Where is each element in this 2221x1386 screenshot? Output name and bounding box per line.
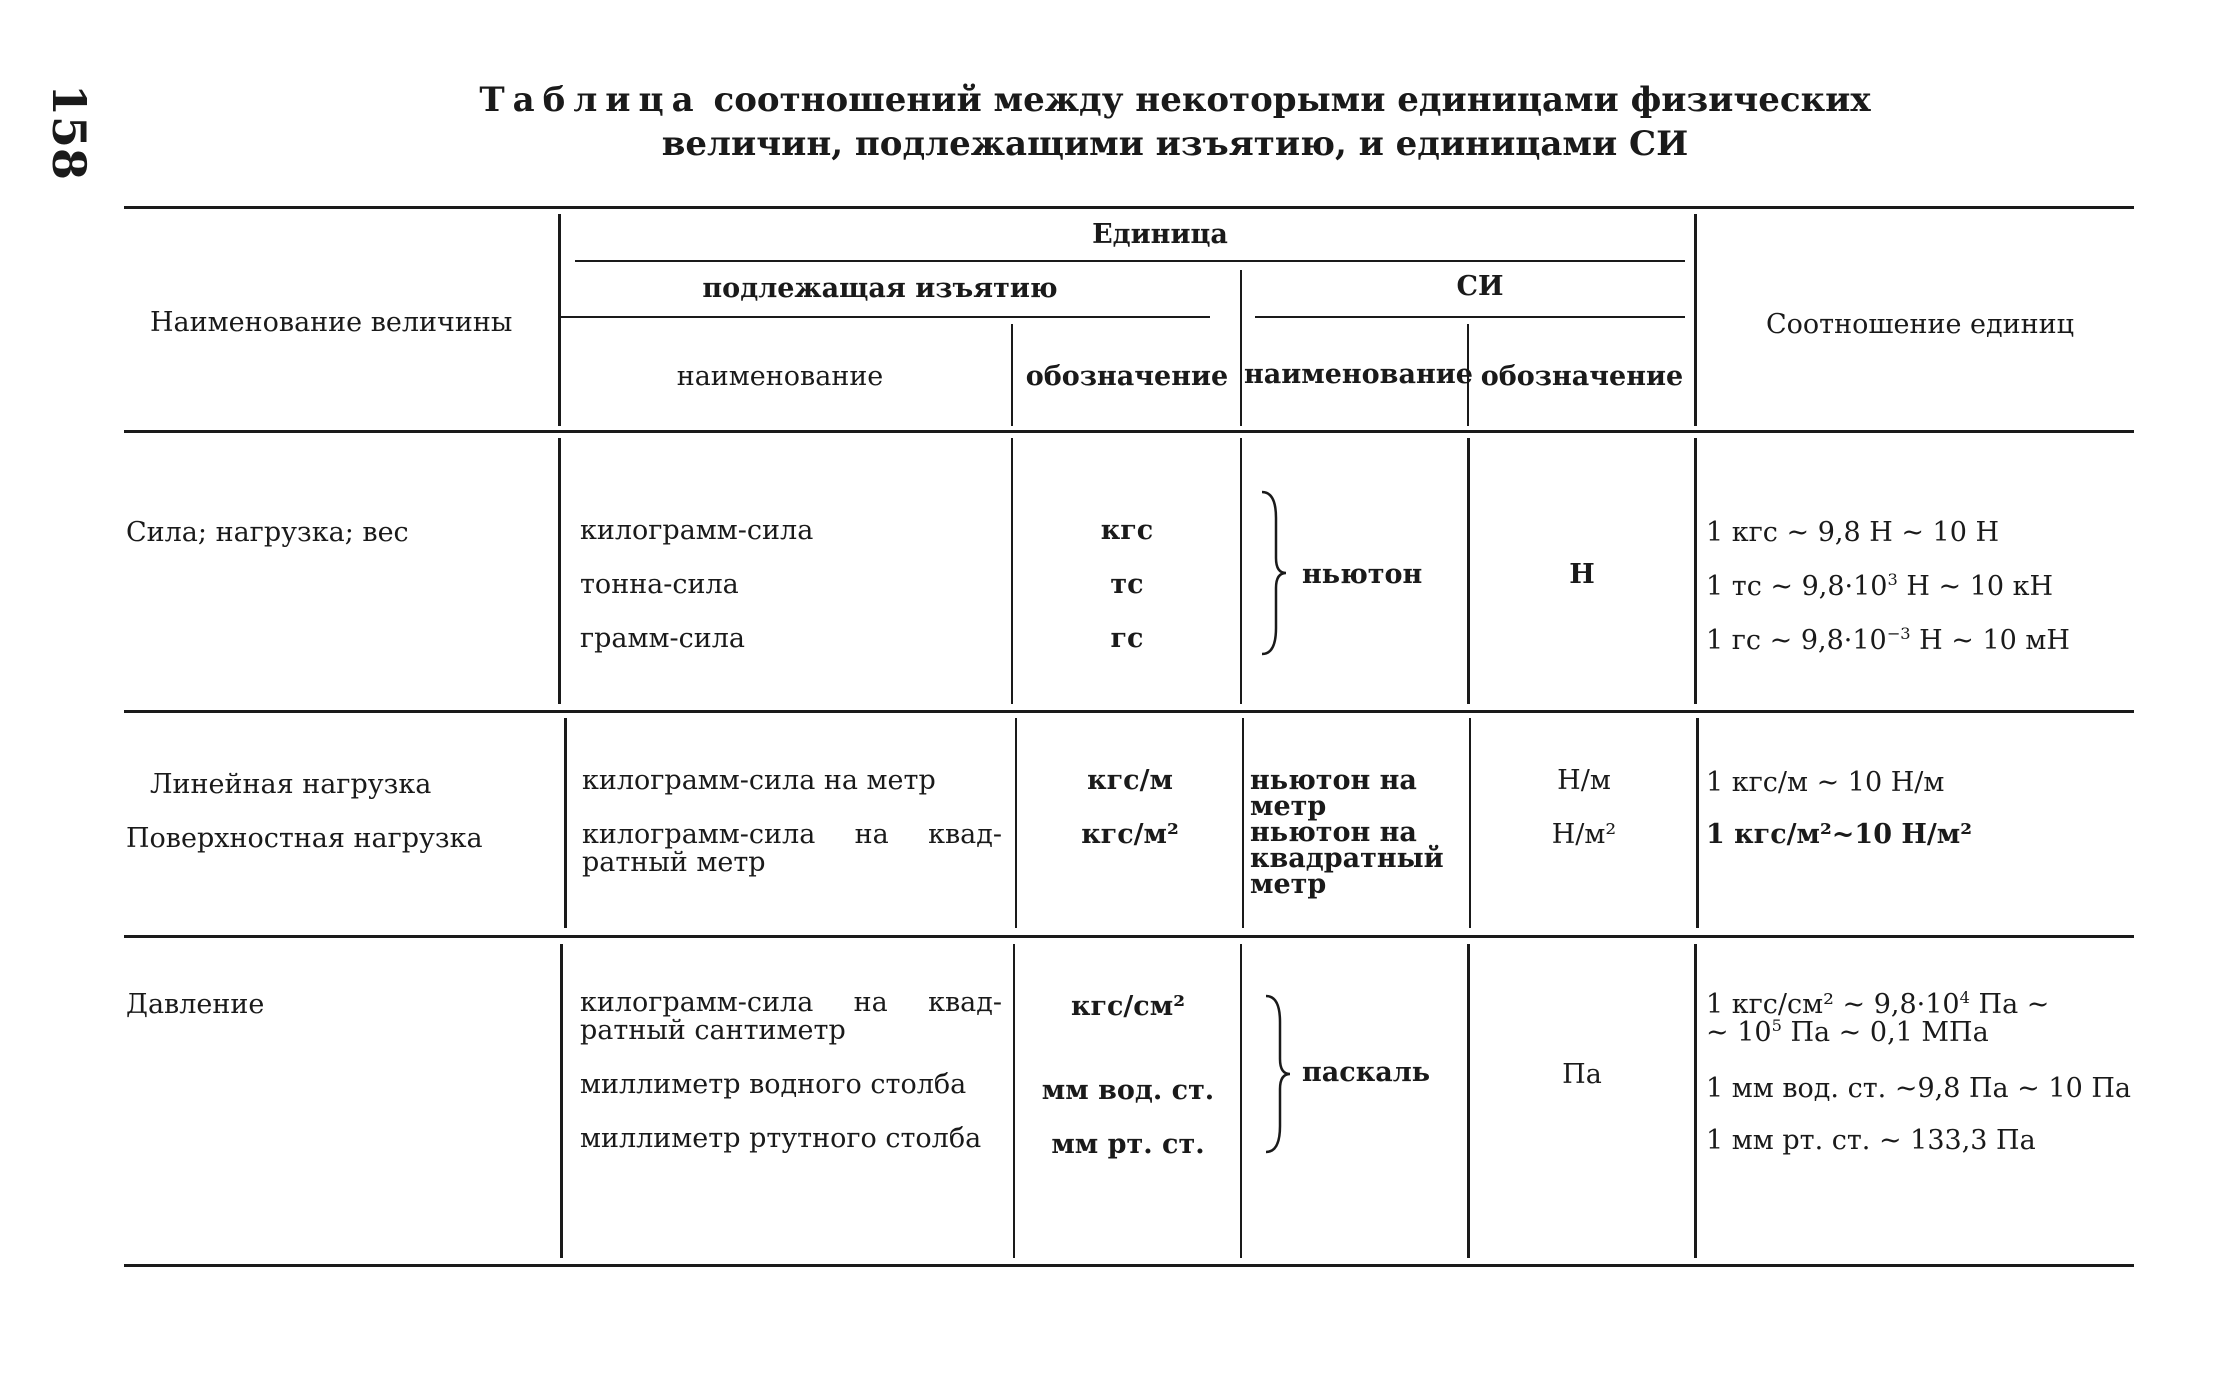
- header-si-symbol: обозначение: [1480, 361, 1684, 392]
- pressure-vline-1: [560, 944, 563, 1258]
- load-unit-symbol-1: кгс/м: [1087, 765, 1173, 796]
- pressure-relation-1b-exponent: 5: [1771, 1016, 1782, 1035]
- pressure-relation-1b-tail: Па ~ 0,1 МПа: [1781, 1017, 1989, 1048]
- title-word-table: Таблица: [479, 80, 702, 120]
- header-quantity-name: Наименование величины: [150, 307, 513, 338]
- force-vline-4: [1467, 438, 1470, 704]
- force-vline-1: [558, 438, 561, 704]
- force-relation-1-text: 1 кгс ~ 9,8 Н ~ 10 Н: [1706, 517, 2000, 548]
- header-vline-2: [1011, 324, 1013, 426]
- header-withdrawn-rule: [560, 316, 1210, 318]
- load-si-symbol-2: Н/м²: [1551, 819, 1617, 850]
- header-unit-rule: [575, 260, 1685, 262]
- pressure-unit-symbol-1: кгс/см²: [1070, 991, 1186, 1022]
- pressure-relation-1b: [1706, 1018, 1989, 1047]
- load-unit-name-1: килограмм-сила на метр: [582, 765, 936, 796]
- load-vline-1: [564, 718, 567, 928]
- pressure-relation-2: 1 мм вод. ст. ~9,8 Па ~ 10 Па: [1706, 1073, 2131, 1104]
- force-unit-name-1: килограмм-сила: [580, 515, 814, 546]
- pressure-unit-symbol-2: мм вод. ст.: [1041, 1075, 1215, 1106]
- force-vline-5: [1694, 438, 1697, 704]
- pressure-vline-2: [1013, 944, 1015, 1258]
- pressure-relation-3: 1 мм рт. ст. ~ 133,3 Па: [1706, 1125, 2036, 1156]
- pressure-si-name: паскаль: [1302, 1057, 1431, 1088]
- force-quantity: Сила; нагрузка; вес: [126, 517, 409, 548]
- load-quantity-linear: Линейная нагрузка: [150, 769, 432, 800]
- pressure-quantity: Давление: [126, 989, 265, 1020]
- header-unit: Единица: [1092, 219, 1228, 250]
- load-si-name-1: ньютон на метр: [1250, 765, 1417, 822]
- page-number: 158: [42, 84, 96, 181]
- force-vline-2: [1011, 438, 1013, 704]
- force-unit-symbol-3: гс: [1110, 623, 1144, 654]
- pressure-relation-1b-text: ~ 10: [1706, 1017, 1772, 1048]
- load-relation-2: 1 кгс/м²~10 Н/м²: [1706, 819, 1973, 850]
- force-unit-symbol-1: кгс: [1100, 515, 1154, 546]
- load-unit-name-2b: ратный метр: [582, 847, 766, 878]
- section-load-bottom-rule: [124, 935, 2134, 938]
- header-vline-1: [558, 214, 561, 426]
- header-si-rule: [1255, 316, 1685, 318]
- force-relation-3-exponent: −3: [1886, 624, 1911, 643]
- header-bottom-rule: [124, 430, 2134, 433]
- load-relation-1: 1 кгс/м ~ 10 Н/м: [1706, 767, 1945, 798]
- header-relation: Соотношение единиц: [1766, 309, 2074, 340]
- page-title: [300, 78, 2050, 166]
- load-vline-3: [1242, 718, 1244, 928]
- header-vline-3: [1240, 270, 1242, 426]
- pressure-vline-4: [1467, 944, 1470, 1258]
- header-symbol: обозначение: [1025, 361, 1229, 392]
- force-vline-3: [1240, 438, 1242, 704]
- force-relation-3-tail: Н ~ 10 мН: [1910, 625, 2070, 656]
- pressure-relation-1-exponent: 4: [1959, 988, 1970, 1007]
- force-relation-2: [1706, 572, 2053, 601]
- force-relation-2-exponent: 3: [1887, 570, 1898, 589]
- table-bottom-rule: [124, 1264, 2134, 1267]
- load-quantity-surface: Поверхностная нагрузка: [126, 823, 483, 854]
- load-unit-name-2a: килограмм-сила на квад-: [582, 819, 1002, 850]
- load-vline-5: [1696, 718, 1699, 928]
- force-relation-1: [1706, 518, 1999, 547]
- header-si-name: наименование: [1244, 359, 1473, 390]
- pressure-relation-1-tail: Па ~: [1969, 989, 2050, 1020]
- force-relation-2-tail: Н ~ 10 кН: [1897, 571, 2054, 602]
- force-si-symbol: Н: [1569, 559, 1595, 590]
- pressure-relation-1-text: 1 кгс/см² ~ 9,8·10: [1706, 989, 1960, 1020]
- header-vline-5: [1694, 214, 1697, 426]
- load-si-name-2: ньютон на квадратный метр: [1250, 817, 1444, 900]
- force-unit-name-2: тонна-сила: [580, 569, 739, 600]
- load-unit-symbol-2: кгс/м²: [1081, 819, 1179, 850]
- pressure-unit-name-1a: килограмм-сила на квад-: [580, 987, 1002, 1018]
- header-name: наименование: [676, 361, 884, 392]
- load-vline-4: [1469, 718, 1471, 928]
- pressure-unit-name-2: миллиметр водного столба: [580, 1069, 967, 1100]
- load-si-symbol-1: Н/м: [1557, 765, 1611, 796]
- pressure-unit-symbol-3: мм рт. ст.: [1051, 1129, 1205, 1160]
- load-vline-2: [1015, 718, 1017, 928]
- pressure-unit-name-3: миллиметр ртутного столба: [580, 1123, 982, 1154]
- pressure-si-symbol: Па: [1562, 1059, 1602, 1090]
- force-unit-symbol-2: тс: [1110, 569, 1144, 600]
- force-right-brace-icon: [1258, 488, 1288, 658]
- pressure-right-brace-icon: [1262, 992, 1292, 1156]
- section-force-bottom-rule: [124, 710, 2134, 713]
- pressure-unit-name-1b: ратный сантиметр: [580, 1015, 846, 1046]
- title-line-2: величин, подлежащими изъятию, и единицами СИ: [661, 124, 1689, 164]
- header-withdrawn: подлежащая изъятию: [702, 273, 1058, 304]
- force-relation-3-text: 1 гс ~ 9,8·10: [1706, 625, 1887, 656]
- title-line-1-rest: соотношений между некоторыми единицами физических: [701, 80, 1871, 120]
- table-top-rule: [124, 206, 2134, 209]
- force-relation-2-text: 1 тс ~ 9,8·10: [1706, 571, 1888, 602]
- force-unit-name-3: грамм-сила: [580, 623, 746, 654]
- pressure-vline-3: [1240, 944, 1242, 1258]
- header-si: СИ: [1456, 271, 1504, 302]
- pressure-vline-5: [1694, 944, 1697, 1258]
- pressure-relation-1a: [1706, 990, 2049, 1019]
- force-relation-3: [1706, 626, 2070, 655]
- force-si-name: ньютон: [1302, 559, 1423, 590]
- title-line-1: [300, 78, 2050, 122]
